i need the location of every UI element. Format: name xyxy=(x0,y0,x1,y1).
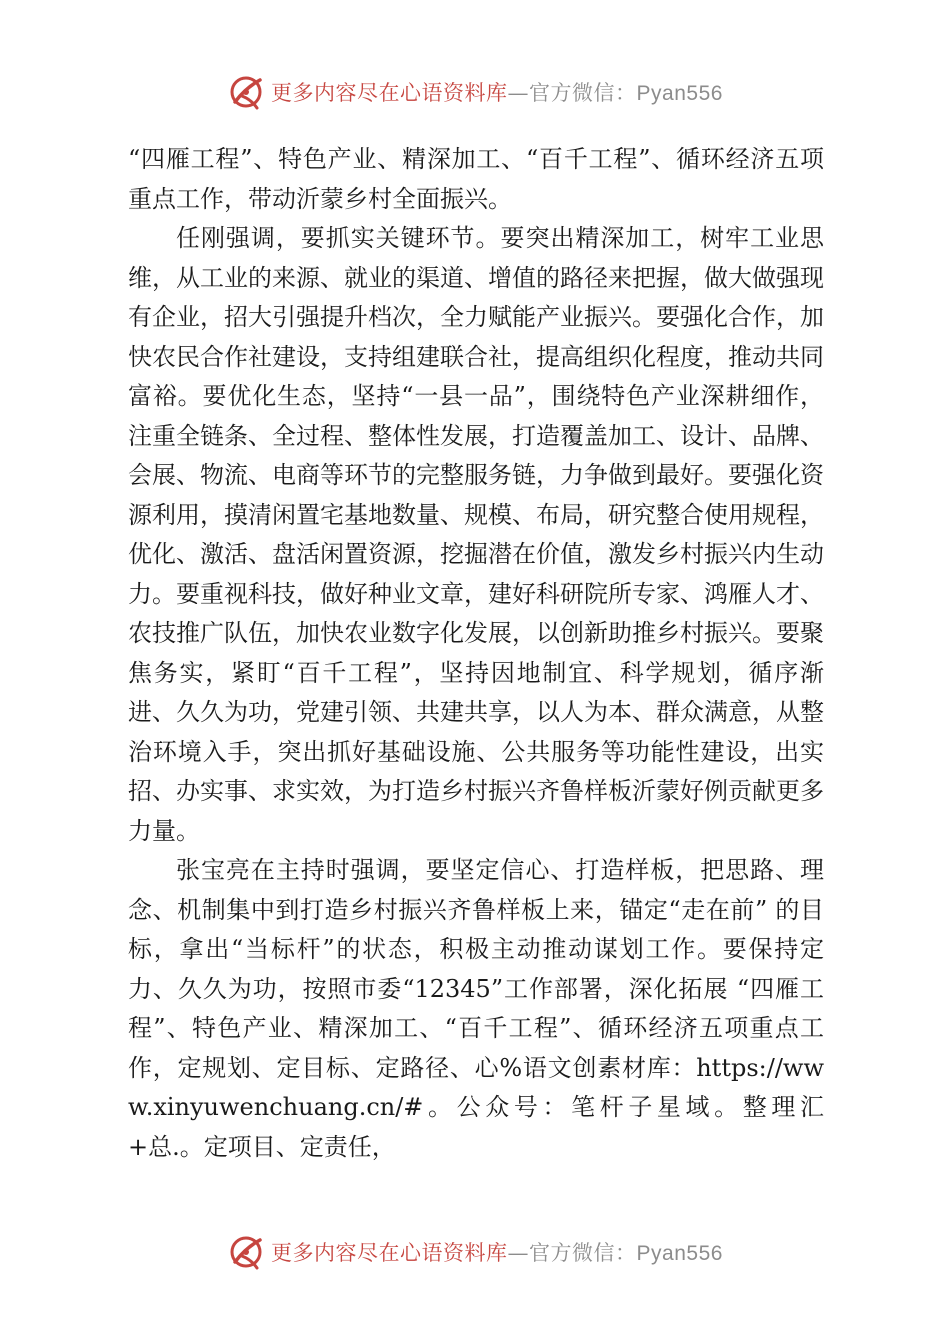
watermark-text xyxy=(271,77,723,107)
watermark-text xyxy=(271,1237,723,1267)
watermark-wechat-id: Pyan556 xyxy=(636,82,723,105)
ribbon-logo-icon xyxy=(227,72,267,112)
watermark-red-text: 更多内容尽在心语资料库 xyxy=(271,81,508,105)
paragraph-zhang-baoliang: 张宝亮在主持时强调，要坚定信心、打造样板，把思路、理念、机制集中到打造乡村振兴齐鲁样板上来，锚定“走在前” 的目标，拿出“当标杆”的状态，积极主动推动谋划工作。要保持定力、久久为功，按照市委“12345”工作部署，深化拓展 “四雁工程”、特色产业、精深加工、“百千工程”、循环经济五项重点工作，定规划、定目标、定路径、心%语文创素材库：https://www.xinyuwenchuang.cn/#。公众号：笔杆子星域。整理汇+总.。定项目、定责任， xyxy=(128,856,824,1161)
watermark-footer xyxy=(0,1230,950,1274)
watermark-gray-text: —官方微信： xyxy=(507,1241,637,1265)
watermark-header xyxy=(0,70,950,114)
paragraph-continuation: “四雁工程”、特色产业、精深加工、“百千工程”、循环经济五项重点工作，带动沂蒙乡村全面振兴。 xyxy=(128,145,824,213)
paragraph-ren-gang: 任刚强调，要抓实关键环节。要突出精深加工，树牢工业思维，从工业的来源、就业的渠道、增值的路径来把握，做大做强现有企业，招大引强提升档次，全力赋能产业振兴。要强化合作，加快农民合作社建设，支持组建联合社，提高组织化程度，推动共同富裕。要优化生态，坚持“一县一品”，围绕特色产业深耕细作，注重全链条、全过程、整体性发展，打造覆盖加工、设计、品牌、会展、物流、电商等环节的完整服务链，力争做到最好。要强化资源利用，摸清闲置宅基地数量、规模、布局，研究整合使用规程，优化、激活、盘活闲置资源，挖掘潜在价值，激发乡村振兴内生动力。要重视科技，做好种业文章，建好科研院所专家、鸿雁人才、农技推广队伍，加快农业数字化发展，以创新助推乡村振兴。要聚焦务实，紧盯“百千工程”，坚持因地制宜、科学规划，循序渐进、久久为功，党建引领、共建共享，以人为本、群众满意，从整治环境入手，突出抓好基础设施、公共服务等功能性建设，出实招、办实事、求实效，为打造乡村振兴齐鲁样板沂蒙好例贡献更多力量。 xyxy=(128,224,824,845)
watermark-wechat-id: Pyan556 xyxy=(636,1242,723,1265)
watermark-gray-text: —官方微信： xyxy=(507,81,637,105)
watermark-red-text: 更多内容尽在心语资料库 xyxy=(271,1241,508,1265)
ribbon-logo-icon xyxy=(227,1232,267,1272)
document-body xyxy=(128,140,824,1167)
